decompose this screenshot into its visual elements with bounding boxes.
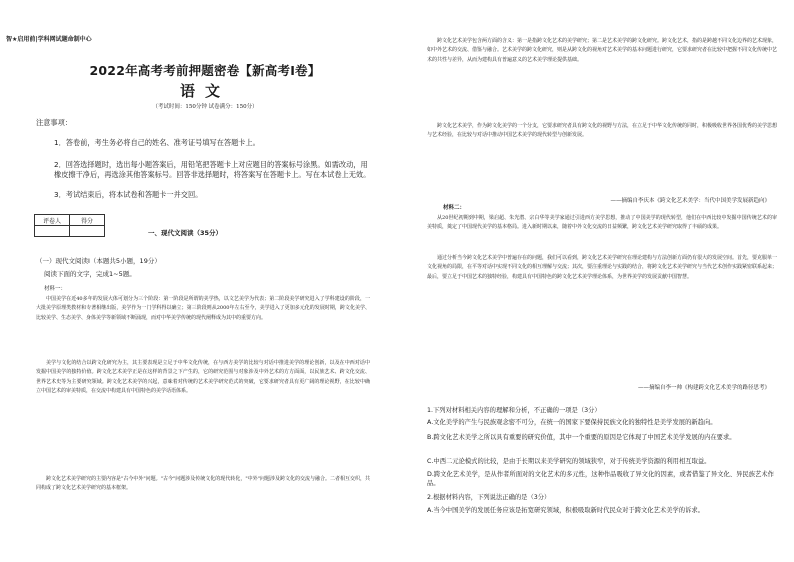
score-box — [34, 214, 105, 237]
material-1-label: 材料一： — [44, 286, 67, 292]
subsection-title: （一）现代文阅读Ⅰ（本题共5小题，19分） — [36, 257, 161, 265]
score-box-grader-label: 评卷人 — [35, 215, 70, 226]
note-item-3: 3．考试结束后，将本试卷和答题卡一并交回。 — [54, 190, 203, 199]
question-1-option-a: A.文化美学的产生与民族观念密不可分，在统一的国家下要保持民族文化的独特性是美学发展的新趋向。 — [427, 419, 717, 426]
exam-title: 2022年高考考前押题密卷【新高考Ⅰ卷】 — [89, 63, 321, 78]
score-box-grader-cell — [35, 226, 70, 237]
reading-instruction: 阅读下面的文字，完成1~5题。 — [44, 270, 136, 278]
question-2: 2.根据材料内容，下列说法正确的是（3分） — [427, 494, 551, 501]
left-paragraph-3: 跨文化艺术美学研究的主要内容是"古今中外"问题。"古今"问题涉及传统文化的现代转化，"中外"问题涉及跨文化的交流与融合。二者相互交织，共同构成了跨文化艺术美学研究的基本框架。 — [36, 476, 370, 492]
note-item-2: 2．回答选择题时，选出每小题答案后，用铅笔把答题卡上对应题目的答案标号涂黑。如需改动，用橡皮擦干净后，再选涂其他答案标号。回答非选择题时，将答案写在答题卡上。写在本试卷上无效。 — [54, 160, 371, 179]
right-column — [397, 0, 794, 562]
question-2-option-a: A.当今中国美学的发展任务应该是拓宽研究领域，积极吸取新时代民众对于跨文化艺术美学的诉求。 — [427, 507, 704, 514]
right-paragraph-1: 跨文化艺术美学包含两方面的含义：第一是指跨文化艺术的美学研究；第二是艺术美学的跨文化研究。跨文化艺术，指的是跨越不同文化边界的艺术现象，如中外艺术的交流、借鉴与融合。艺术美学的跨文化研究，则是从跨文化的视角对艺术美学的基本问题进行研究，它要求研究者在比较中把握不同文化传统中艺术的共性与差异，从而为建构具有普遍意义的艺术美学理论提供基础。 — [427, 38, 778, 63]
score-box-score-cell — [70, 226, 105, 237]
question-1-option-d: D.跨文化艺术美学，是从作者所面对的文化艺术的多元性，这种作品吸收了异文化的因素，或者借鉴了异文化、异民族艺术作品。 — [427, 471, 774, 487]
right-paragraph-3: 从20世纪初期到中期，梁启超、朱光潜、宗白华等美学家通过引进西方美学思想，推动了中国美学的现代转型，他们在中西比较中发掘中国传统艺术的审美特质，奠定了中国现代美学的基本格局。进入新时期以来，随着中外文化交流的日益频繁，跨文化艺术美学研究取得了丰硕的成果。 — [427, 215, 777, 231]
question-1: 1.下列对材料相关内容的理解和分析，不正确的一项是（3分） — [427, 407, 601, 414]
watermark-text: 智★启用前|学科网试题命制中心 — [6, 36, 92, 43]
note-item-1: 1．答卷前，考生务必将自己的姓名、准考证号填写在答题卡上。 — [54, 138, 260, 147]
section-title: 一、现代文阅读（35分） — [148, 229, 223, 237]
score-box-score-label: 得分 — [70, 215, 105, 226]
exam-info: （考试时间：150分钟 试卷满分：150分） — [152, 104, 258, 110]
right-paragraph-4: 通过分析当今跨文化艺术美学中普遍存在的问题，我们可以看到，跨文化艺术美学研究在理论建构与方法创新方面仍有很大的发展空间。首先，要克服单一文化视角的局限，在平等对话中实现不同文化的相互理解与交流；其次，要注重理论与实践的结合，将跨文化艺术美学研究与当代艺术创作实践紧密联系起来；最后，要立足于中国艺术的独特经验，构建具有中国特色的跨文化艺术美学理论体系，为世界美学的发展贡献中国智慧。 — [427, 255, 778, 280]
material-2-label: 材料二： — [443, 205, 466, 211]
source-citation-1: ——摘编自李庆本《跨文化艺术美学：当代中国美学发展新趋向》 — [610, 198, 770, 204]
question-1-option-c: C.中西二元论模式的比较，是由于长期以来美学研究的领域狭窄，对于传统美学资源的利用相互取益。 — [427, 458, 711, 465]
question-1-option-b: B.跨文化艺术美学之所以具有重要的研究价值，其中一个重要的原因是它体现了中国艺术美学发展的内在要求。 — [427, 434, 736, 441]
notes-heading: 注意事项： — [36, 118, 72, 127]
left-paragraph-2: 美学与文化的结合以跨文化研究为主，其主要表现是立足于中华文化传统，在与西方美学的比较与对话中推进美学的理论创新，以及在中西对话中发掘中国美学的独特价值。跨文化艺术美学正是在这样的背景之下产生的，它的研究范围与对象涉及中外艺术的方方面面，以民族艺术、跨文化交流、世界艺术史等为主要研究领域。跨文化艺术美学的兴起，意味着对传统的艺术美学研究范式的突破，它要求研究者具有更广阔的理论视野，在比较中确立中国艺术的审美特质，在交流中构建具有中国特色的美学话语体系。 — [36, 360, 370, 394]
right-paragraph-2: 跨文化艺术美学，作为跨文化美学的一个分支，它要求研究者具有跨文化的视野与方法，在立足于中华文化传统的同时，积极吸收世界各国优秀的美学思想与艺术经验，在比较与对话中推动中国艺术美学的现代转型与创新发展。 — [427, 123, 778, 139]
source-citation-2: ——摘编自李一帅《构建跨文化艺术美学的路径思考》 — [637, 385, 770, 391]
left-paragraph-1: 中国美学在近40多年的发展大体可划分为三个阶段：第一阶段是所谓的美学热，以文艺美学为代表；第二阶段美学研究进入了学科建设的阶段，一大批美学原理类教材和专著相继出版，美学作为一门学科得以确立；第三阶段则从2000年左右至今，美学进入了更加多元化的发展时期，跨文化美学、比较美学、生态美学、身体美学等新领域不断涌现，而对中华美学传统的现代阐释成为其中的重要方向。 — [36, 296, 370, 321]
subject-title: 语文 — [179, 82, 230, 100]
